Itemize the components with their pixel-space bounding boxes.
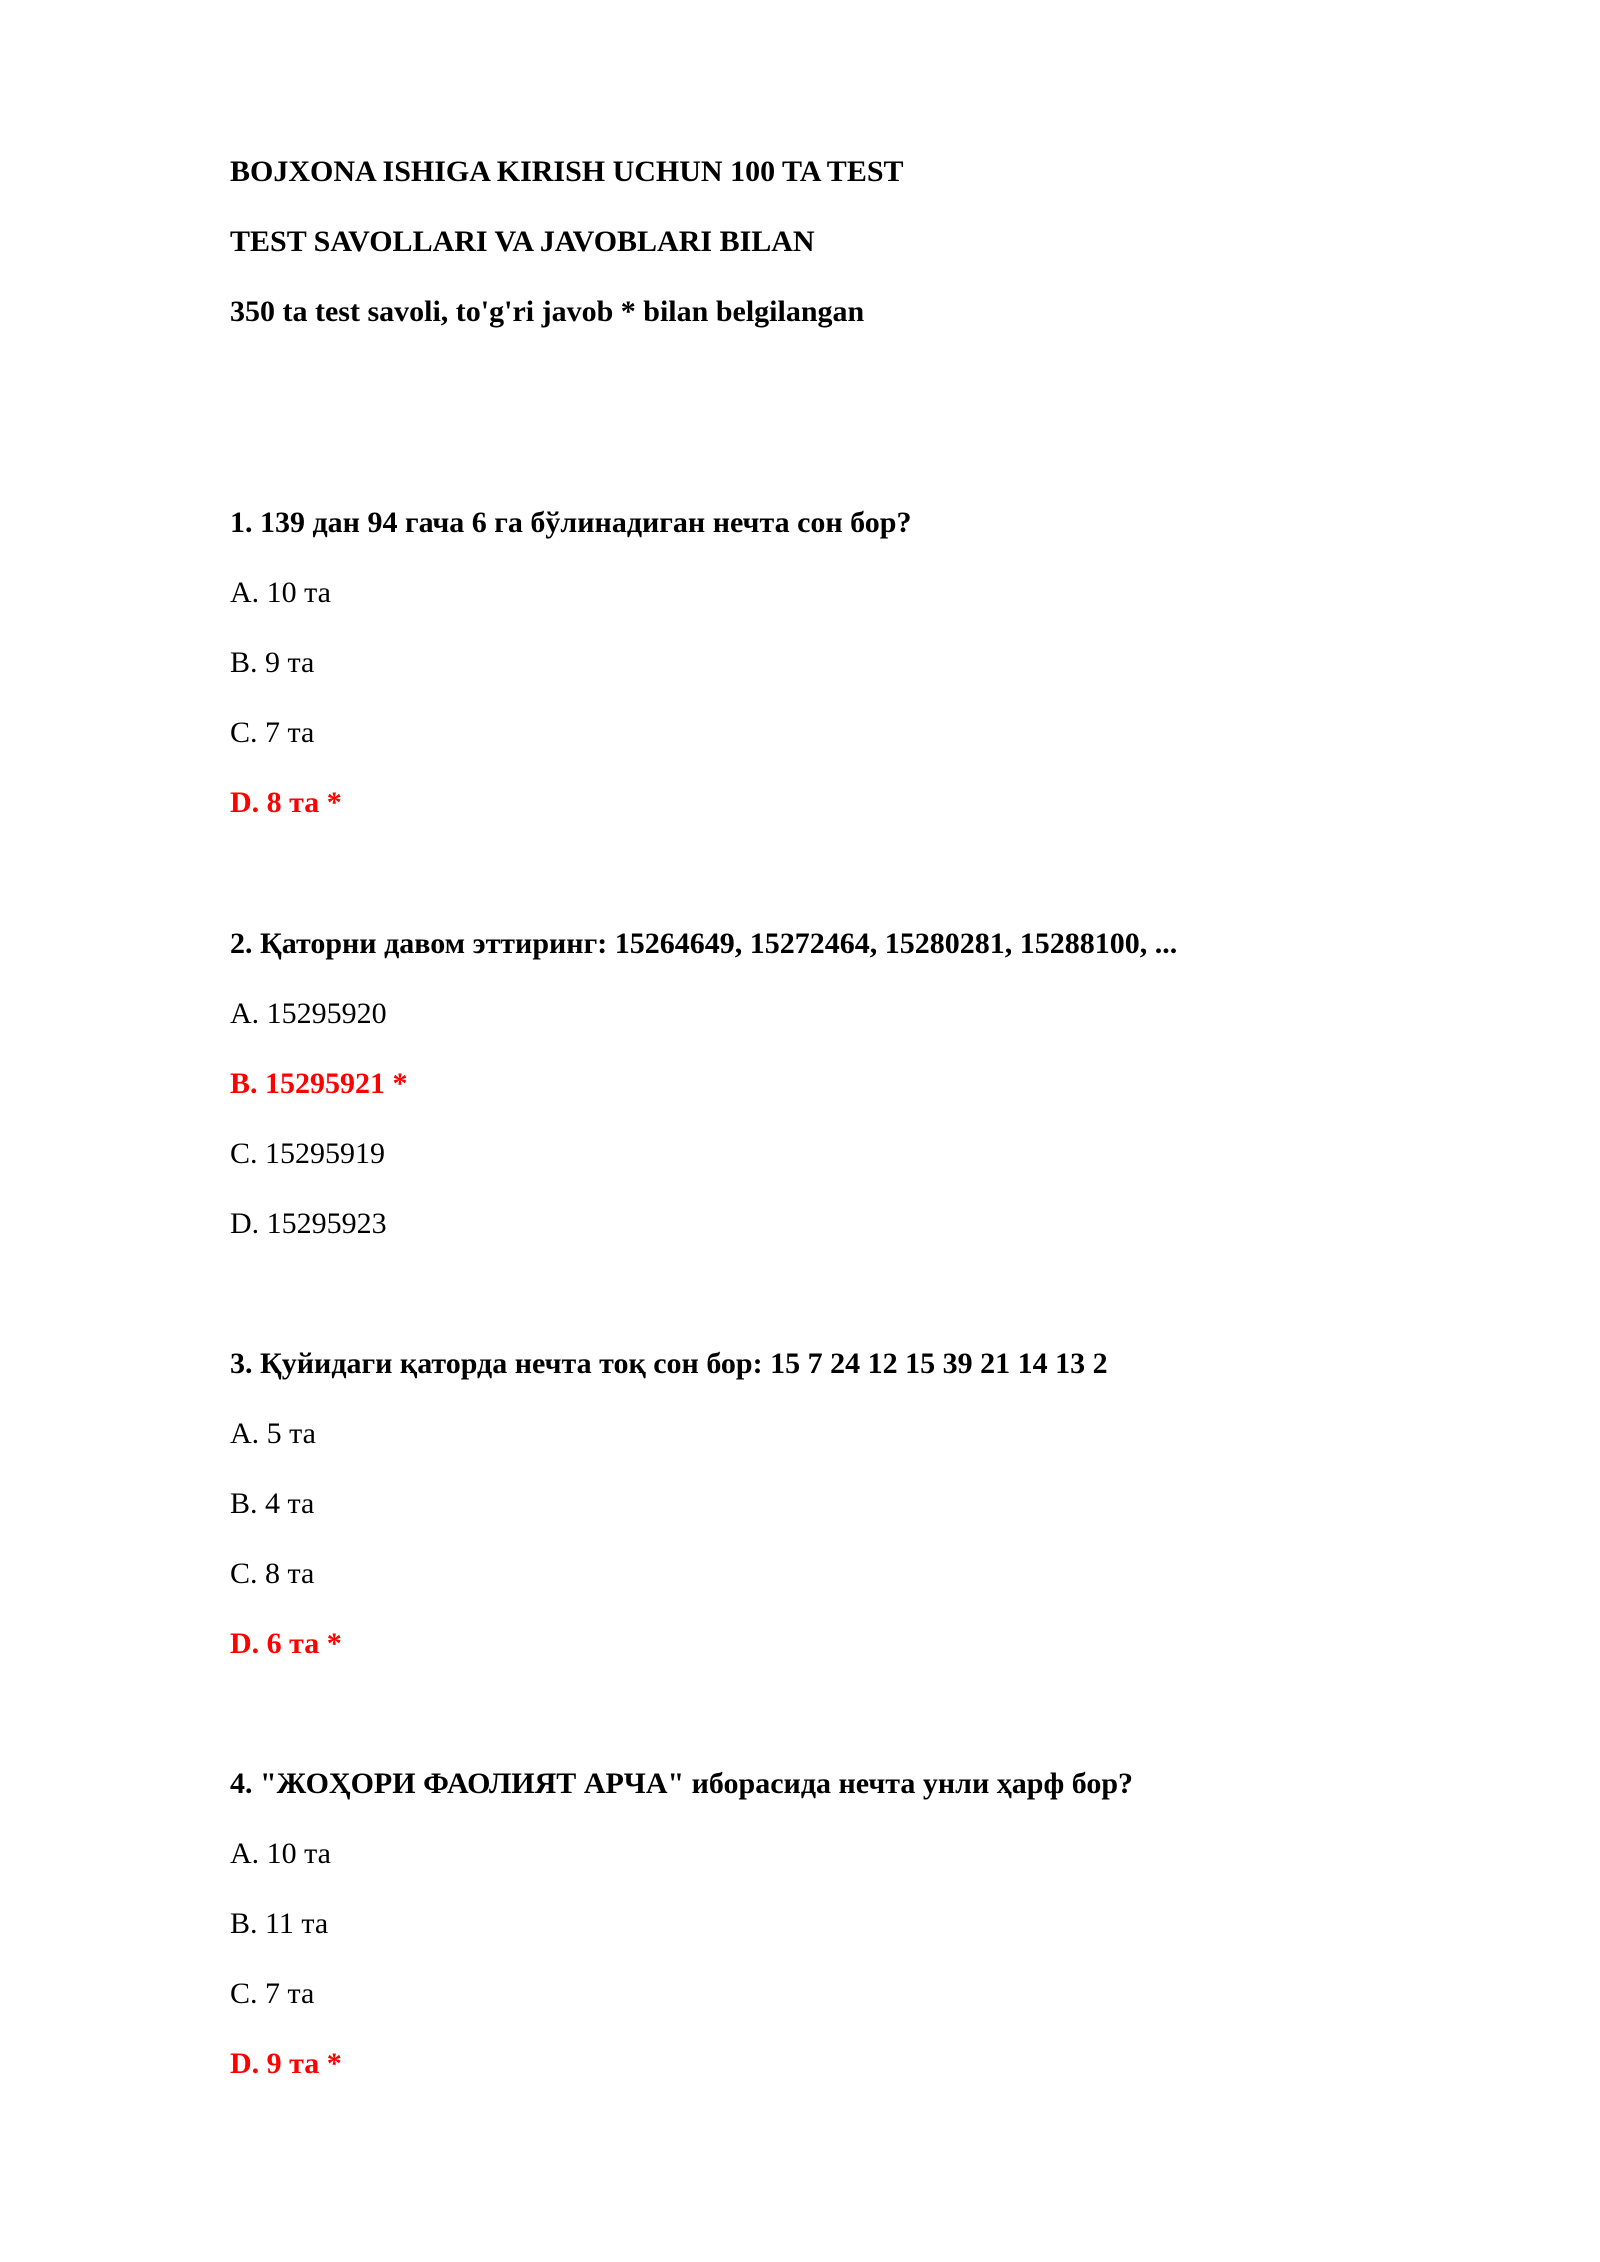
question-text: 4. "ЖОҲОРИ ФАОЛИЯТ АРЧА" иборасида нечта унли ҳарф бор?	[230, 1767, 1134, 1800]
question-text: 3. Қуйидаги қаторда нечта тоқ сон бор: 15 7 24 12 15 39 21 14 13 2	[230, 1347, 1108, 1380]
answer-option: D. 15295923	[230, 1207, 387, 1240]
document-note: 350 ta test savoli, to'g'ri javob * bilan belgilangan	[230, 295, 865, 328]
answer-option: A. 10 та	[230, 576, 331, 609]
correct-answer-option: D. 8 та *	[230, 786, 342, 819]
answer-option: C. 8 та	[230, 1557, 315, 1590]
document-subtitle: TEST SAVOLLARI VA JAVOBLARI BILAN	[230, 225, 815, 258]
answer-option: B. 11 та	[230, 1907, 329, 1940]
question-block	[230, 505, 1430, 885]
answer-option: B. 9 та	[230, 646, 315, 679]
answer-option: B. 4 та	[230, 1487, 315, 1520]
answer-option: A. 10 та	[230, 1837, 331, 1870]
document-title: BOJXONA ISHIGA KIRISH UCHUN 100 TA TEST	[230, 155, 904, 188]
answer-option: C. 7 та	[230, 1977, 315, 2010]
correct-answer-option: D. 6 та *	[230, 1627, 342, 1660]
question-block	[230, 1766, 1430, 2146]
question-block	[230, 1346, 1430, 1726]
correct-answer-option: D. 9 та *	[230, 2047, 342, 2080]
question-text: 2. Қаторни давом эттиринг: 15264649, 15272464, 15280281, 15288100, ...	[230, 927, 1178, 960]
answer-option: A. 5 та	[230, 1417, 316, 1450]
question-block	[230, 926, 1430, 1306]
correct-answer-option: B. 15295921 *	[230, 1067, 408, 1100]
question-text: 1. 139 дан 94 гача 6 га бўлинадиган нечта сон бор?	[230, 506, 912, 539]
answer-option: C. 7 та	[230, 716, 315, 749]
answer-option: A. 15295920	[230, 997, 387, 1030]
answer-option: C. 15295919	[230, 1137, 386, 1170]
